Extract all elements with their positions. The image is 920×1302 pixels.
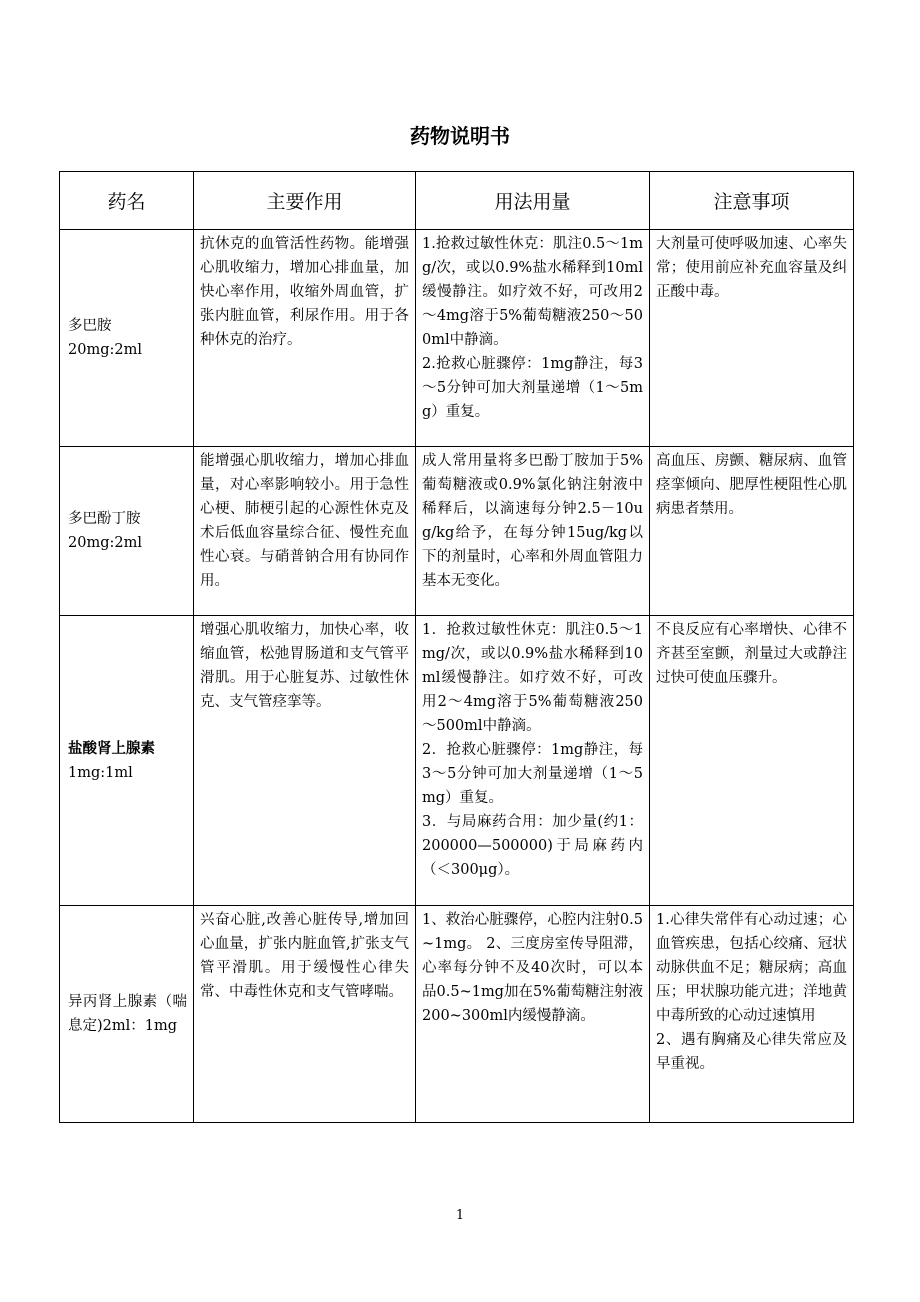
usage-paragraph: 2．抢救心脏骤停：1mg静注，每3～5分钟可加大剂量递增（1～5mg）重复。 bbox=[422, 742, 643, 806]
drug-spec: 1mg:1ml bbox=[68, 764, 133, 781]
precaution-paragraph: 1.心律失常伴有心动过速；心血管疾患，包括心绞痛、冠状动脉供血不足；糖尿病；高血压；甲状腺功能亢进；洋地黄中毒所致的心动过速慎用 bbox=[656, 912, 847, 1024]
drug-name-cell bbox=[60, 906, 194, 1123]
header-drug-name: 药名 bbox=[60, 172, 194, 230]
drug-name-cell bbox=[60, 230, 194, 447]
drug-spec: 20mg:2ml bbox=[68, 342, 142, 358]
precautions-cell bbox=[650, 447, 854, 616]
usage-paragraph: 1、救治心脏骤停，心腔内注射0.5~1mg。 2、三度房室传导阻滞，心率每分钟不及40次时，可以本品0.5~1mg加在5%葡萄糖注射液200~300ml内缓慢静滴。 bbox=[422, 912, 643, 1024]
drug-name: 多巴酚丁胺 bbox=[68, 511, 141, 527]
drug-name: 盐酸肾上腺素 bbox=[68, 740, 155, 757]
precaution-paragraph: 大剂量可使呼吸加速、心率失常；使用前应补充血容量及纠正酸中毒。 bbox=[656, 236, 847, 300]
main-action-cell: 增强心肌收缩力，加快心率，收缩血管，松弛胃肠道和支气管平滑肌。用于心脏复苏、过敏性休克、支气管痉挛等。 bbox=[194, 616, 416, 906]
table-row bbox=[60, 230, 854, 447]
header-main-action: 主要作用 bbox=[194, 172, 416, 230]
main-action-cell: 能增强心肌收缩力，增加心排血量，对心率影响较小。用于急性心梗、肺梗引起的心源性休克及术后低血容量综合征、慢性充血性心衰。与硝普钠合用有协同作用。 bbox=[194, 447, 416, 616]
table-row bbox=[60, 616, 854, 906]
usage-paragraph: 3．与局麻药合用：加少量(约1：200000—500000)于局麻药内（＜300μg）。 bbox=[422, 814, 643, 878]
drug-name-cell bbox=[60, 447, 194, 616]
main-action-cell: 抗休克的血管活性药物。能增强心肌收缩力，增加心排血量，加快心率作用，收缩外周血管，扩张内脏血管，利尿作用。用于各种休克的治疗。 bbox=[194, 230, 416, 447]
precaution-paragraph: 高血压、房颤、糖尿病、血管痉挛倾向、肥厚性梗阻性心肌病患者禁用。 bbox=[656, 453, 847, 517]
drug-spec: 20mg:2ml bbox=[68, 535, 142, 551]
document-title: 药物说明书 bbox=[410, 124, 510, 148]
precaution-paragraph: 不良反应有心率增快、心律不齐甚至室颤，剂量过大或静注过快可使血压骤升。 bbox=[656, 622, 847, 686]
drug-name: 多巴胺 bbox=[68, 318, 112, 334]
usage-paragraph: 1.抢救过敏性休克：肌注0.5～1mg/次，或以0.9%盐水稀释到10ml缓慢静注。如疗效不好，可改用2～4mg溶于5%葡萄糖液250～500ml中静滴。 bbox=[422, 236, 643, 348]
usage-cell bbox=[416, 906, 650, 1123]
page-number: 1 bbox=[455, 1208, 465, 1223]
usage-cell bbox=[416, 447, 650, 616]
table-row bbox=[60, 906, 854, 1123]
drug-table bbox=[59, 171, 854, 1123]
precautions-cell bbox=[650, 230, 854, 447]
usage-paragraph: 2.抢救心脏骤停：1mg静注，每3～5分钟可加大剂量递增（1～5mg）重复。 bbox=[422, 356, 643, 420]
header-precautions: 注意事项 bbox=[650, 172, 854, 230]
usage-paragraph: 成人常用量将多巴酚丁胺加于5%葡萄糖液或0.9%氯化钠注射液中稀释后，以滴速每分钟2.5－10ug/kg给予，在每分钟15ug/kg以下的剂量时，心率和外周血管阻力基本无变化。 bbox=[422, 453, 643, 589]
drug-name-cell bbox=[60, 616, 194, 906]
header-usage-dosage: 用法用量 bbox=[416, 172, 650, 230]
precautions-cell bbox=[650, 906, 854, 1123]
precaution-paragraph: 2、遇有胸痛及心律失常应及早重视。 bbox=[656, 1032, 847, 1072]
usage-cell bbox=[416, 616, 650, 906]
usage-cell bbox=[416, 230, 650, 447]
drug-name: 异丙肾上腺素（喘息定)2ml：1mg bbox=[68, 994, 187, 1034]
main-action-cell: 兴奋心脏,改善心脏传导,增加回心血量，扩张内脏血管,扩张支气管平滑肌。用于缓慢性心律失常、中毒性休克和支气管哮喘。 bbox=[194, 906, 416, 1123]
table-row bbox=[60, 447, 854, 616]
usage-paragraph: 1．抢救过敏性休克：肌注0.5～1mg/次，或以0.9%盐水稀释到10ml缓慢静注。如疗效不好，可改用2～4mg溶于5%葡萄糖液250～500ml中静滴。 bbox=[422, 622, 643, 734]
table-header-row bbox=[60, 172, 854, 230]
precautions-cell bbox=[650, 616, 854, 906]
